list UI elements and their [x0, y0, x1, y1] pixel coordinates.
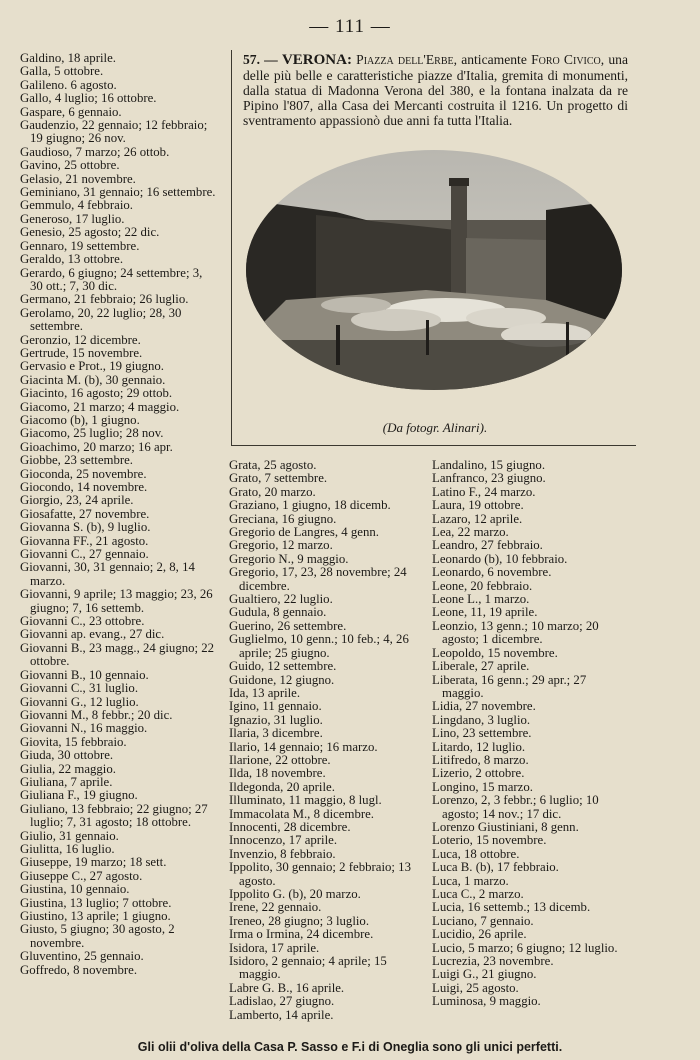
saint-entry: Lucrezia, 23 novembre.: [432, 954, 554, 969]
saint-entry: Immacolata M., 8 dicembre.: [229, 806, 374, 821]
saint-entry: Gavino, 25 ottobre.: [20, 158, 120, 173]
saint-entry: Guerino, 26 settembre.: [229, 618, 347, 633]
saint-entry: Geminiano, 31 gennaio; 16 settembre.: [20, 185, 216, 200]
saint-entry: Ida, 13 aprile.: [229, 685, 301, 700]
saint-entry: Lamberto, 14 aprile.: [229, 1007, 334, 1022]
saint-entry: Giulitta, 16 luglio.: [20, 841, 115, 856]
saint-entry: Ilaria, 3 dicembre.: [229, 726, 323, 741]
saint-entry: Graziano, 1 giugno, 18 dicemb.: [229, 498, 391, 513]
saint-entry: Giuseppe C., 27 agosto.: [20, 868, 143, 883]
photo-frame-bottom-rule: [231, 445, 636, 446]
saint-entry: Leopoldo, 15 novembre.: [432, 645, 558, 660]
saint-entry: Gluventino, 25 gennaio.: [20, 949, 144, 964]
saint-entry: Gregorio, 12 marzo.: [229, 538, 333, 553]
saint-entry: Geraldo, 13 ottobre.: [20, 252, 124, 267]
photo-caption: [243, 52, 628, 128]
saint-entry: Ippolito, 30 gennaio; 2 febbraio; 13 agosto.: [229, 860, 411, 888]
saint-entry: Gertrude, 15 novembre.: [20, 345, 143, 360]
saint-entry: Giovanni C., 23 ottobre.: [20, 614, 145, 629]
saint-entry: Gregorio N., 9 maggio.: [229, 551, 349, 566]
saint-entry: Ildegonda, 20 aprile.: [229, 779, 335, 794]
saint-entry: Gregorio, 17, 23, 28 novembre; 24 dicembre.: [229, 565, 407, 593]
saint-entry: Ilda, 18 novembre.: [229, 766, 326, 781]
saint-entry: Grata, 25 agosto.: [229, 458, 317, 472]
saint-entry: Litifredo, 8 marzo.: [432, 752, 529, 767]
saint-entry: Laura, 19 ottobre.: [432, 498, 524, 513]
saint-entry: Genesio, 25 agosto; 22 dic.: [20, 225, 160, 240]
saint-entry: Giuliana, 7 aprile.: [20, 774, 113, 789]
saint-entry: Innocenzo, 17 aprile.: [229, 833, 338, 848]
saint-entry: Geronzio, 12 dicembre.: [20, 332, 141, 347]
saint-entry: Giacomo, 21 marzo; 4 maggio.: [20, 399, 180, 414]
saint-entry: Gaudioso, 7 marzo; 26 ottob.: [20, 144, 170, 159]
saint-entry: Giovanni C., 27 gennaio.: [20, 547, 149, 562]
saint-entry: Giosafatte, 27 novembre.: [20, 506, 150, 521]
saint-entry: Lanfranco, 23 giugno.: [432, 471, 546, 486]
saint-entry: Grato, 20 marzo.: [229, 484, 316, 499]
caption-text-2: , una delle più belle e caratteristiche piazze d'Italia, gremita di monumenti, dalla statua di Madonna Verona del 380, e la fontana inalzata da re Pipino l'807, alla Casa dei Mercanti costruita il 1216. Un progetto di sventramento appassionò due anni fa tutta l'Italia.: [243, 52, 628, 128]
saint-entry: Leonzio, 13 genn.; 10 marzo; 20 agosto; 1 dicembre.: [432, 618, 599, 647]
saint-entry: Giacomo (b), 1 giugno.: [20, 412, 140, 427]
saint-entry: Landalino, 15 giugno.: [432, 458, 546, 472]
saint-entry: Giusto, 5 giugno; 30 agosto, 2 novembre.: [20, 922, 175, 950]
saint-entry: Innocenti, 28 dicembre.: [229, 819, 351, 834]
saint-entry: Luciano, 7 gennaio.: [432, 913, 534, 928]
saint-entry: Gaudenzio, 22 gennaio; 12 febbraio; 19 giugno; 26 nov.: [20, 118, 208, 146]
saint-entry: Giovanna S. (b), 9 luglio.: [20, 520, 151, 535]
saint-entry: Luigi, 25 agosto.: [432, 980, 519, 995]
saint-entry: Germano, 21 febbraio; 26 luglio.: [20, 292, 189, 307]
saint-entry: Greciana, 16 giugno.: [229, 511, 337, 526]
saint-entry: Liberata, 16 genn.; 29 apr.; 27 maggio.: [432, 672, 587, 700]
saint-entry: Gelasio, 21 novembre.: [20, 171, 136, 186]
saint-entry: Gualtiero, 22 luglio.: [229, 592, 333, 607]
verona-piazza-photo: [246, 150, 622, 390]
saint-entry: Luminosa, 9 maggio.: [432, 994, 541, 1009]
saints-column-2: [229, 459, 429, 1022]
saint-entry: Leonardo, 6 novembre.: [432, 565, 552, 580]
saint-entry: Gregorio de Langres, 4 genn.: [229, 525, 379, 540]
saint-entry: Giovanni N., 16 maggio.: [20, 721, 148, 736]
caption-foro: Foro Civico: [531, 52, 601, 67]
saint-entry: Generoso, 17 luglio.: [20, 211, 125, 226]
saint-entry: Guido, 12 settembre.: [229, 659, 337, 674]
saint-entry: Isidora, 17 aprile.: [229, 940, 320, 955]
caption-piazza: Piazza dell'Erbe: [356, 52, 454, 67]
saint-entry: Lazaro, 12 aprile.: [432, 511, 523, 526]
saint-entry: Giuliana F., 19 giugno.: [20, 788, 138, 803]
saint-entry: Leonardo (b), 10 febbraio.: [432, 551, 568, 566]
saint-entry: Giustina, 13 luglio; 7 ottobre.: [20, 895, 172, 910]
saint-entry: Giustino, 13 aprile; 1 giugno.: [20, 909, 171, 923]
saint-entry: Giovita, 15 febbraio.: [20, 734, 127, 749]
saint-entry: Giovanni M., 8 febbr.; 20 dic.: [20, 707, 173, 722]
saint-entry: Luca, 1 marzo.: [432, 873, 509, 888]
saint-entry: Grato, 7 settembre.: [229, 471, 328, 486]
saint-entry: Galla, 5 ottobre.: [20, 64, 104, 79]
saint-entry: Galdino, 18 aprile.: [20, 51, 116, 65]
photo-credit: (Da fotogr. Alinari).: [382, 420, 488, 435]
saint-entry: Illuminato, 11 maggio, 8 lugl.: [229, 793, 382, 808]
saint-entry: Luca C., 2 marzo.: [432, 887, 524, 901]
saint-entry: Luigi G., 21 giugno.: [432, 967, 537, 982]
photo-frame-left-rule: [231, 50, 232, 446]
saint-entry: Lorenzo, 2, 3 febbr.; 6 luglio; 10 agosto; 14 nov.; 17 dic.: [432, 793, 599, 821]
saint-entry: Irma o Irmina, 24 dicembre.: [229, 927, 374, 942]
saint-entry: Latino F., 24 marzo.: [432, 484, 536, 499]
saint-entry: Giovanna FF., 21 agosto.: [20, 533, 149, 548]
saint-entry: Giorgio, 23, 24 aprile.: [20, 493, 134, 508]
saint-entry: Luca B. (b), 17 febbraio.: [432, 860, 559, 875]
saint-entry: Goffredo, 8 novembre.: [20, 962, 138, 977]
saint-entry: Ireneo, 28 giugno; 3 luglio.: [229, 913, 370, 928]
saint-entry: Longino, 15 marzo.: [432, 779, 533, 794]
saint-entry: Giovanni ap. evang., 27 dic.: [20, 627, 165, 642]
saint-entry: Giacomo, 25 luglio; 28 nov.: [20, 426, 164, 441]
saint-entry: Gervasio e Prot., 19 giugno.: [20, 359, 164, 374]
saint-entry: Igino, 11 gennaio.: [229, 699, 322, 714]
saint-entry: Giovanni G., 12 luglio.: [20, 694, 139, 709]
saint-entry: Leandro, 27 febbraio.: [432, 538, 543, 553]
saint-entry: Giobbe, 23 settembre.: [20, 453, 134, 468]
saint-entry: Leone L., 1 marzo.: [432, 592, 530, 607]
saint-entry: Ilarione, 22 ottobre.: [229, 752, 331, 767]
saint-entry: Giovanni, 30, 31 gennaio; 2, 8, 14 marzo.: [20, 560, 195, 588]
saint-entry: Gerardo, 6 giugno; 24 settembre; 3, 30 ott.; 7, 30 dic.: [20, 265, 203, 293]
saint-entry: Giustina, 10 gennaio.: [20, 882, 130, 897]
saint-entry: Gemmulo, 4 febbraio.: [20, 198, 134, 213]
saint-entry: Giovanni C., 31 luglio.: [20, 681, 139, 696]
saint-entry: Guglielmo, 10 genn.; 10 feb.; 4, 26 aprile; 25 giugno.: [229, 632, 409, 660]
saint-entry: Guidone, 12 giugno.: [229, 672, 335, 687]
saint-entry: Leone, 11, 19 aprile.: [432, 605, 538, 620]
saint-entry: Giuliano, 13 febbraio; 22 giugno; 27 luglio; 7, 31 agosto; 18 ottobre.: [20, 801, 208, 830]
saint-entry: Lorenzo Giustiniani, 8 genn.: [432, 819, 579, 834]
saint-entry: Giacinta M. (b), 30 gennaio.: [20, 372, 166, 387]
saint-entry: Isidoro, 2 gennaio; 4 aprile; 15 maggio.: [229, 954, 387, 982]
saint-entry: Lingdano, 3 luglio.: [432, 712, 531, 727]
saint-entry: Luca, 18 ottobre.: [432, 846, 520, 861]
saint-entry: Lidia, 27 novembre.: [432, 699, 536, 714]
saint-entry: Lino, 23 settembre.: [432, 726, 532, 741]
saint-entry: Litardo, 12 luglio.: [432, 739, 526, 754]
saint-entry: Ignazio, 31 luglio.: [229, 712, 323, 727]
saint-entry: Giuseppe, 19 marzo; 18 sett.: [20, 855, 167, 870]
saint-entry: Labre G. B., 16 aprile.: [229, 980, 345, 995]
saint-entry: Gaspare, 6 gennaio.: [20, 104, 122, 119]
saint-entry: Galileno. 6 agosto.: [20, 77, 117, 92]
saint-entry: Giulio, 31 gennaio.: [20, 828, 119, 843]
saint-entry: Giovanni, 9 aprile; 13 maggio; 23, 26 giugno; 7, 16 settemb.: [20, 587, 213, 615]
caption-number: 57. —: [243, 52, 282, 67]
saint-entry: Lea, 22 marzo.: [432, 525, 509, 540]
saint-entry: Liberale, 27 aprile.: [432, 659, 530, 674]
caption-text-1: , anticamente: [453, 52, 532, 67]
saint-entry: Gallo, 4 luglio; 16 ottobre.: [20, 91, 157, 106]
saint-entry: Lucidio, 26 aprile.: [432, 927, 527, 942]
saint-entry: Loterio, 15 novembre.: [432, 833, 547, 848]
saint-entry: Ippolito G. (b), 20 marzo.: [229, 887, 361, 901]
saint-entry: Giovanni B., 23 magg., 24 giugno; 22 ottobre.: [20, 640, 215, 669]
saint-entry: Gudula, 8 gennaio.: [229, 605, 327, 620]
saint-entry: Gerolamo, 20, 22 luglio; 28, 30 settembre.: [20, 305, 182, 334]
saint-entry: Lucio, 5 marzo; 6 giugno; 12 luglio.: [432, 940, 618, 955]
saint-entry: Giovanni B., 10 gennaio.: [20, 667, 149, 682]
saint-entry: Gioachimo, 20 marzo; 16 apr.: [20, 439, 173, 454]
saint-entry: Lucia, 16 settemb.; 13 dicemb.: [432, 900, 591, 915]
page-number: — 111 —: [309, 16, 391, 37]
saint-entry: Giocondo, 14 novembre.: [20, 480, 148, 494]
saint-entry: Giacinto, 16 agosto; 29 ottob.: [20, 386, 173, 401]
saint-entry: Irene, 22 gennaio.: [229, 900, 322, 915]
saint-entry: Ilario, 14 gennaio; 16 marzo.: [229, 739, 378, 754]
saint-entry: Ladislao, 27 giugno.: [229, 994, 335, 1009]
saint-entry: Giulia, 22 maggio.: [20, 761, 116, 776]
saint-entry: Gennaro, 19 settembre.: [20, 238, 140, 253]
saint-entry: Invenzio, 8 febbraio.: [229, 846, 336, 861]
saint-entry: Giuda, 30 ottobre.: [20, 748, 114, 763]
caption-place: VERONA:: [281, 52, 352, 68]
saint-entry: Gioconda, 25 novembre.: [20, 466, 147, 481]
saints-column-3: [432, 459, 630, 1009]
saints-column-1: [20, 52, 218, 977]
advertisement-footer: Gli olii d'oliva della Casa P. Sasso e F.i di Oneglia sono gli unici perfetti.: [137, 1040, 563, 1054]
saint-entry: Leone, 20 febbraio.: [432, 578, 533, 593]
saint-entry: Lizerio, 2 ottobre.: [432, 766, 525, 781]
